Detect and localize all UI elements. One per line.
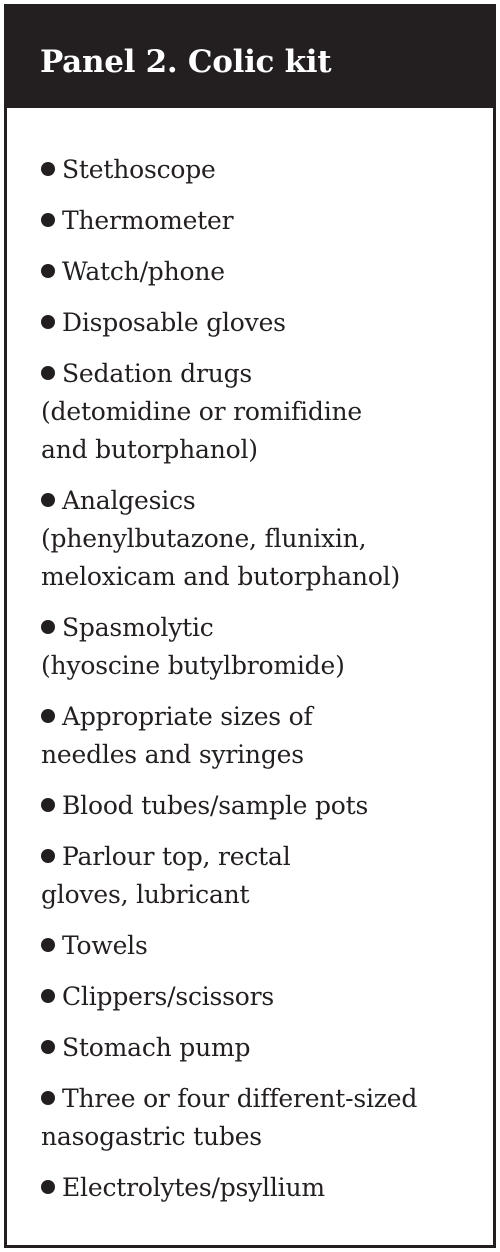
item-text: Stethoscope — [62, 155, 216, 184]
list-item — [41, 838, 493, 914]
bullet-icon — [41, 493, 55, 507]
bullet-icon — [41, 162, 55, 176]
item-text: Electrolytes/psyllium — [62, 1173, 325, 1202]
bullet-icon — [41, 1091, 55, 1105]
item-text: Blood tubes/sample pots — [62, 791, 369, 820]
list-item — [41, 253, 493, 291]
list-item — [41, 202, 493, 240]
bullet-icon — [41, 366, 55, 380]
item-text: Towels — [62, 931, 148, 960]
list-item — [41, 927, 493, 965]
bullet-icon — [41, 1040, 55, 1054]
panel-header — [7, 7, 493, 108]
list-item — [41, 151, 493, 189]
item-text: Three or four different-sized nasogastric tubes — [41, 1084, 418, 1151]
item-text: Thermometer — [62, 206, 234, 235]
bullet-icon — [41, 264, 55, 278]
item-text: Sedation drugs (detomidine or romifidine and butorphanol) — [41, 359, 362, 464]
item-text: Clippers/scissors — [62, 982, 275, 1011]
item-text: Watch/phone — [62, 257, 225, 286]
list-item — [41, 355, 493, 469]
item-text: Stomach pump — [62, 1033, 251, 1062]
bullet-icon — [41, 938, 55, 952]
list-item — [41, 978, 493, 1016]
list-item — [41, 482, 493, 596]
item-text: Parlour top, rectal gloves, lubricant — [41, 842, 291, 909]
bullet-icon — [41, 798, 55, 812]
bullet-icon — [41, 849, 55, 863]
list-item — [41, 1029, 493, 1067]
list-item — [41, 698, 493, 774]
bullet-icon — [41, 1180, 55, 1194]
colic-kit-panel — [4, 4, 496, 1248]
item-text: Spasmolytic (hyoscine butylbromide) — [41, 613, 345, 680]
bullet-icon — [41, 620, 55, 634]
kit-item-list — [7, 108, 493, 1207]
bullet-icon — [41, 315, 55, 329]
list-item — [41, 787, 493, 825]
list-item — [41, 304, 493, 342]
list-item — [41, 609, 493, 685]
item-text: Analgesics (phenylbutazone, flunixin, meloxicam and butorphanol) — [41, 486, 401, 591]
item-text: Appropriate sizes of needles and syringes — [41, 702, 313, 769]
list-item — [41, 1169, 493, 1207]
list-item — [41, 1080, 493, 1156]
panel-title: Panel 2. Colic kit — [40, 44, 332, 80]
bullet-icon — [41, 213, 55, 227]
bullet-icon — [41, 989, 55, 1003]
item-text: Disposable gloves — [62, 308, 286, 337]
bullet-icon — [41, 709, 55, 723]
